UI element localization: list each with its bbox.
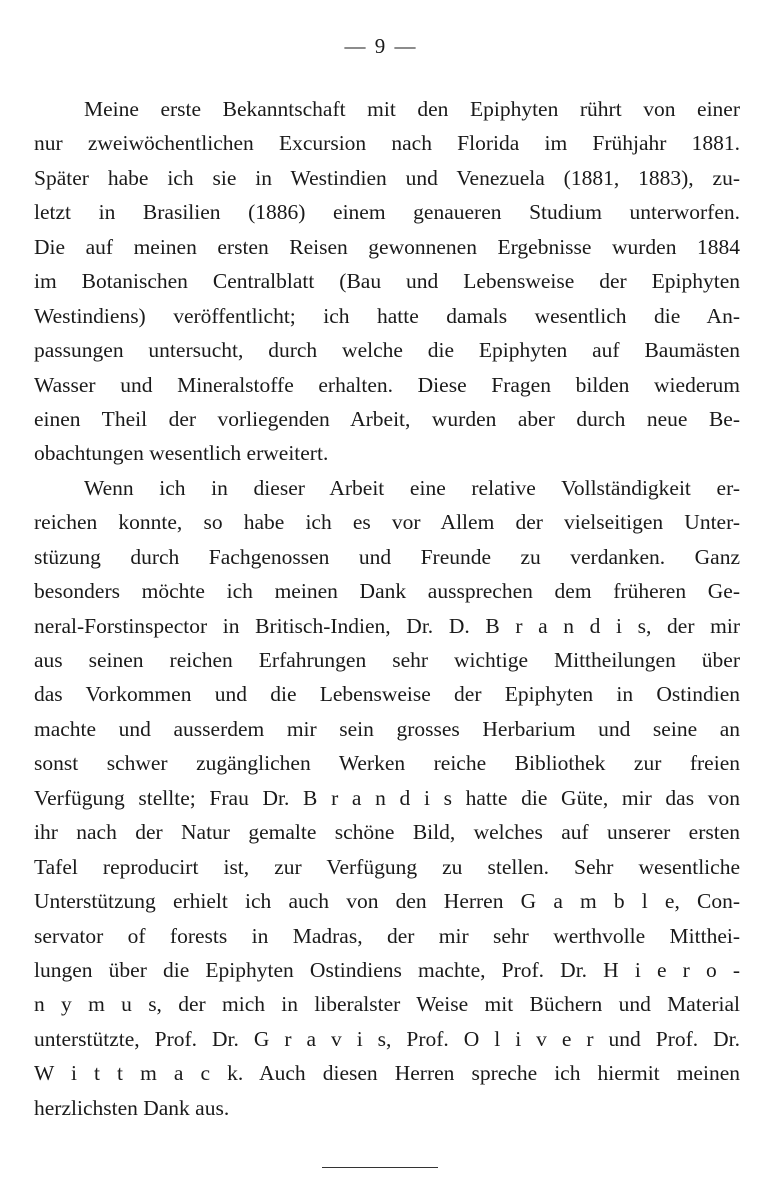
text-line: Unterstützung erhielt ich auch von den Herren G a m b l e, Con- — [34, 889, 740, 914]
text-line: nur zweiwöchentlichen Excursion nach Florida im Frühjahr 1881. — [34, 131, 740, 156]
text-line: stüzung durch Fachgenossen und Freunde zu verdanken. Ganz — [34, 544, 740, 569]
footer-rule — [322, 1167, 438, 1168]
text-line: sonst schwer zugänglichen Werken reiche Bibliothek zur freien — [34, 751, 740, 776]
text-line: Später habe ich sie in Westindien und Venezuela (1881, 1883), zu- — [34, 165, 740, 190]
text-line: Westindiens) veröffentlicht; ich hatte damals wesentlich die An- — [34, 303, 740, 328]
text-line: besonders möchte ich meinen Dank aussprechen dem früheren Ge- — [34, 579, 740, 604]
text-line: Die auf meinen ersten Reisen gewonnenen Ergebnisse wurden 1884 — [34, 234, 740, 259]
text-line: passungen untersucht, durch welche die Epiphyten auf Baumästen — [34, 338, 740, 363]
text-line: W i t t m a c k. Auch diesen Herren spreche ich hiermit meinen — [34, 1061, 740, 1086]
text-line: reichen konnte, so habe ich es vor Allem der vielseitigen Unter- — [34, 510, 740, 535]
text-line: unterstützte, Prof. Dr. G r a v i s, Prof. O l i v e r und Prof. Dr. — [34, 1026, 740, 1051]
text-line: ihr nach der Natur gemalte schöne Bild, welches auf unserer ersten — [34, 820, 740, 845]
body-text — [34, 92, 740, 1125]
paragraph-2 — [34, 471, 740, 1125]
text-line: neral-Forstinspector in Britisch-Indien, Dr. D. B r a n d i s, der mir — [34, 613, 740, 638]
text-line: Verfügung stellte; Frau Dr. B r a n d i s hatte die Güte, mir das von — [34, 785, 740, 810]
text-line: servator of forests in Madras, der mir sehr werthvolle Mitthei- — [34, 923, 740, 948]
paragraph-1 — [34, 92, 740, 471]
text-line: machte und ausserdem mir sein grosses Herbarium und seine an — [34, 716, 740, 741]
text-line: Meine erste Bekanntschaft mit den Epiphyten rührt von einer — [84, 97, 740, 121]
text-line: n y m u s, der mich in liberalster Weise mit Büchern und Material — [34, 992, 740, 1017]
text-line: Wenn ich in dieser Arbeit eine relative Vollständigkeit er- — [84, 475, 740, 500]
text-line: letzt in Brasilien (1886) einem genaueren Studium unterworfen. — [34, 200, 740, 225]
text-line: im Botanischen Centralblatt (Bau und Lebensweise der Epiphyten — [34, 269, 740, 294]
text-line: herzlichsten Dank aus. — [34, 1095, 230, 1120]
text-line: einen Theil der vorliegenden Arbeit, wurden aber durch neue Be- — [34, 406, 740, 431]
text-line: das Vorkommen und die Lebensweise der Epiphyten in Ostindien — [34, 682, 740, 707]
text-line: aus seinen reichen Erfahrungen sehr wichtige Mittheilungen über — [34, 648, 740, 672]
page-number: — 9 — — [344, 34, 418, 58]
text-line: obachtungen wesentlich erweitert. — [34, 441, 329, 466]
text-line: lungen über die Epiphyten Ostindiens machte, Prof. Dr. H i e r o - — [34, 957, 740, 982]
text-line: Wasser und Mineralstoffe erhalten. Diese Fragen bilden wiederum — [34, 372, 740, 397]
text-line: Tafel reproducirt ist, zur Verfügung zu stellen. Sehr wesentliche — [34, 854, 740, 879]
